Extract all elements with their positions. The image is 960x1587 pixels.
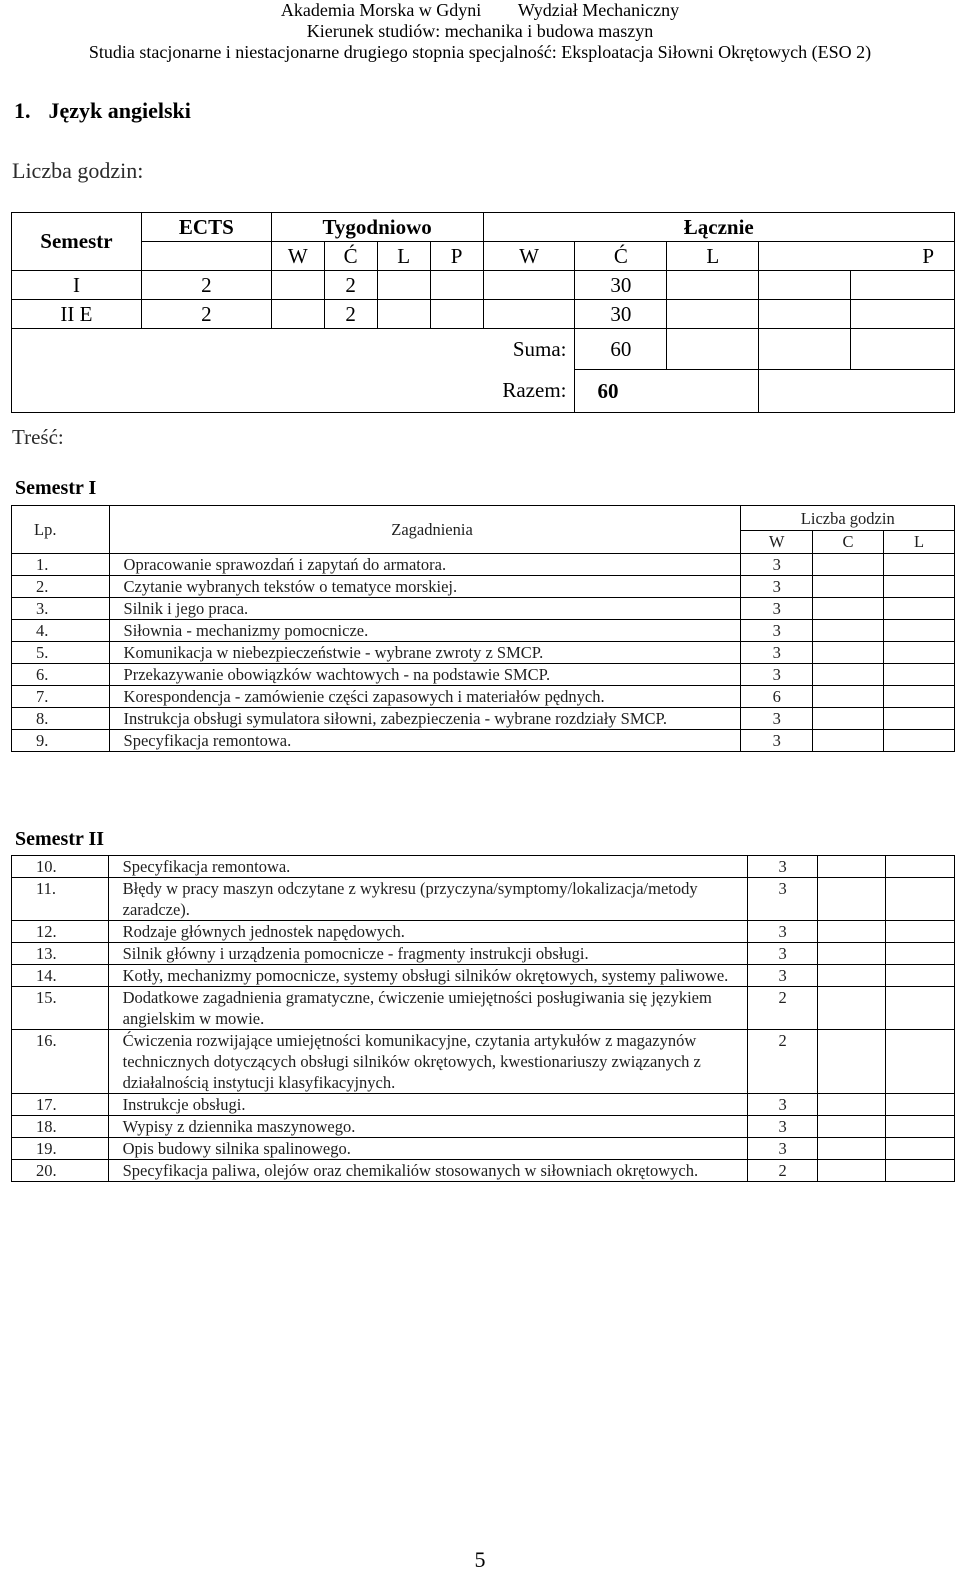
razem-row [12, 370, 955, 413]
topic-hours-c [817, 1030, 886, 1094]
topic-text: Komunikacja w niebezpieczeństwie - wybrane zwroty z SMCP. [109, 642, 741, 664]
topic-text: Przekazywanie obowiązków wachtowych - na podstawie SMCP. [109, 664, 741, 686]
semestr-header: Semestr [12, 213, 142, 271]
semester-1-title: Semestr I [15, 477, 97, 499]
lp-header: Lp. [12, 506, 110, 554]
topic-hours-c [817, 921, 886, 943]
topic-hours-l [884, 576, 955, 598]
topic-text: Rodzaje głównych jednostek napędowych. [108, 921, 748, 943]
topic-hours-l [886, 965, 955, 987]
topic-number: 10. [12, 856, 109, 878]
liczba-godzin-header: Liczba godzin [741, 506, 955, 531]
topic-hours-w: 3 [741, 664, 812, 686]
topic-hours-w: 3 [748, 965, 817, 987]
razem-label: Razem: [483, 370, 575, 413]
topic-hours-c [812, 642, 883, 664]
topic-hours-w: 3 [748, 856, 817, 878]
topic-row [12, 921, 955, 943]
hours-label: Liczba godzin: [12, 158, 144, 183]
course-number: 1. [14, 98, 31, 123]
topic-hours-w: 3 [748, 943, 817, 965]
topic-hours-w: 3 [741, 730, 812, 752]
total-p-label: P [759, 242, 955, 271]
ects-header: ECTS [141, 213, 271, 242]
row-semester: II E [12, 300, 142, 329]
topic-hours-w: 3 [741, 598, 812, 620]
topic-text: Czytanie wybranych tekstów o tematyce morskiej. [109, 576, 741, 598]
semester-2-rows [12, 856, 955, 1182]
topic-text: Dodatkowe zagadnienia gramatyczne, ćwiczenie umiejętności posługiwania się językiem angielskim w mowie. [108, 987, 748, 1030]
row-semester: I [12, 271, 142, 300]
hours-header-row [12, 213, 955, 242]
weekly-c-label: Ć [324, 242, 377, 271]
topic-hours-l [886, 1116, 955, 1138]
content-label: Treść: [12, 425, 64, 449]
topic-hours-l [886, 856, 955, 878]
suma-label: Suma: [12, 329, 575, 370]
topic-number: 2. [12, 576, 110, 598]
topic-number: 14. [12, 965, 109, 987]
topic-hours-w: 2 [748, 987, 817, 1030]
topic-row [12, 1030, 955, 1094]
topics-header-row [12, 506, 955, 531]
topic-number: 15. [12, 987, 109, 1030]
hours-row-sem-1 [12, 271, 955, 300]
semester-2-title: Semestr II [15, 828, 105, 850]
topic-hours-l [884, 554, 955, 576]
topic-hours-w: 3 [748, 878, 817, 921]
topic-hours-l [886, 878, 955, 921]
topics-table-semester-2 [11, 855, 955, 1182]
topic-number: 12. [12, 921, 109, 943]
topic-number: 8. [12, 708, 110, 730]
topic-row [12, 664, 955, 686]
topic-row [12, 965, 955, 987]
topic-text: Specyfikacja remontowa. [109, 730, 741, 752]
topic-text: Ćwiczenia rozwijające umiejętności komunikacyjne, czytania artykułów z magazynów technicznych dotyczących obsługi silników okrętowych, kwestionariuszy związanych z działalnością instytucji klasyfikacyjnych. [108, 1030, 748, 1094]
topic-row [12, 686, 955, 708]
topic-text: Wypisy z dziennika maszynowego. [108, 1116, 748, 1138]
topic-number: 7. [12, 686, 110, 708]
topic-hours-c [812, 730, 883, 752]
total-w-label: W [483, 242, 575, 271]
topic-hours-w: 3 [748, 1138, 817, 1160]
topic-number: 16. [12, 1030, 109, 1094]
topic-hours-l [886, 1094, 955, 1116]
topic-row [12, 878, 955, 921]
topic-number: 4. [12, 620, 110, 642]
total-header: Łącznie [483, 213, 954, 242]
course-name: Język angielski [48, 98, 191, 123]
topic-hours-c [812, 664, 883, 686]
topic-number: 18. [12, 1116, 109, 1138]
topic-number: 9. [12, 730, 110, 752]
topic-hours-l [886, 1160, 955, 1182]
topic-row [12, 1094, 955, 1116]
topic-row [12, 1160, 955, 1182]
topic-hours-w: 3 [741, 576, 812, 598]
topic-hours-c [817, 965, 886, 987]
topic-text: Siłownia - mechanizmy pomocnicze. [109, 620, 741, 642]
topic-hours-l [884, 686, 955, 708]
topic-hours-c [817, 1116, 886, 1138]
header-line-1 [0, 0, 960, 21]
topic-hours-w: 3 [748, 1094, 817, 1116]
topic-hours-c [817, 1138, 886, 1160]
total-l-label: L [667, 242, 759, 271]
topic-row [12, 856, 955, 878]
topic-number: 20. [12, 1160, 109, 1182]
header-line-2: Kierunek studiów: mechanika i budowa maszyn [306, 21, 654, 41]
suma-row [12, 329, 955, 370]
topic-text: Specyfikacja remontowa. [108, 856, 748, 878]
topic-hours-c [817, 1160, 886, 1182]
topic-text: Kotły, mechanizmy pomocnicze, systemy obsługi silników okrętowych, systemy paliwowe. [108, 965, 748, 987]
topic-hours-w: 3 [741, 708, 812, 730]
topics-table-semester-1 [11, 505, 955, 752]
topic-hours-l [886, 1138, 955, 1160]
topic-number: 11. [12, 878, 109, 921]
hours-subheader-row [12, 242, 955, 271]
topic-row [12, 987, 955, 1030]
l-label: L [884, 531, 955, 554]
weekly-p-label: P [430, 242, 483, 271]
row-total-c: 30 [575, 271, 667, 300]
razem-value: 60 [575, 370, 759, 413]
suma-value: 60 [575, 329, 667, 370]
topic-row [12, 554, 955, 576]
row-weekly-c: 2 [324, 300, 377, 329]
topic-row [12, 943, 955, 965]
topic-hours-l [886, 943, 955, 965]
topic-text: Opracowanie sprawozdań i zapytań do armatora. [109, 554, 741, 576]
topic-row [12, 708, 955, 730]
topic-row [12, 576, 955, 598]
topic-row [12, 730, 955, 752]
topic-hours-l [884, 664, 955, 686]
topic-text: Błędy w pracy maszyn odczytane z wykresu (przyczyna/symptomy/lokalizacja/metody zaradcze). [108, 878, 748, 921]
topic-hours-c [812, 686, 883, 708]
topic-hours-c [812, 620, 883, 642]
page-number: 5 [474, 1547, 486, 1572]
topic-row [12, 642, 955, 664]
topic-hours-w: 3 [741, 554, 812, 576]
faculty-name: Wydział Mechaniczny [517, 0, 680, 20]
topic-number: 3. [12, 598, 110, 620]
weekly-w-label: W [271, 242, 324, 271]
topic-text: Instrukcje obsługi. [108, 1094, 748, 1116]
course-title [14, 98, 191, 124]
w-label: W [741, 531, 812, 554]
topic-text: Silnik i jego praca. [109, 598, 741, 620]
hours-table [11, 212, 955, 413]
topic-hours-c [812, 708, 883, 730]
document-header [0, 0, 960, 63]
topic-hours-w: 2 [748, 1160, 817, 1182]
topic-hours-c [817, 1094, 886, 1116]
topic-text: Specyfikacja paliwa, olejów oraz chemikaliów stosowanych w siłowniach okrętowych. [108, 1160, 748, 1182]
topic-number: 17. [12, 1094, 109, 1116]
topic-hours-c [817, 987, 886, 1030]
weekly-l-label: L [377, 242, 430, 271]
topic-number: 6. [12, 664, 110, 686]
topic-hours-l [884, 620, 955, 642]
topic-text: Korespondencja - zamówienie części zapasowych i materiałów pędnych. [109, 686, 741, 708]
topic-hours-w: 2 [748, 1030, 817, 1094]
topic-hours-l [886, 1030, 955, 1094]
topic-row [12, 620, 955, 642]
weekly-header: Tygodniowo [271, 213, 483, 242]
topic-hours-w: 3 [741, 642, 812, 664]
topic-hours-c [817, 878, 886, 921]
topic-text: Silnik główny i urządzenia pomocnicze - fragmenty instrukcji obsługi. [108, 943, 748, 965]
zagadnienia-header: Zagadnienia [109, 506, 741, 554]
topic-hours-w: 3 [748, 921, 817, 943]
row-weekly-c: 2 [324, 271, 377, 300]
topic-hours-l [884, 598, 955, 620]
topic-hours-w: 3 [741, 620, 812, 642]
topic-hours-c [817, 943, 886, 965]
topic-number: 5. [12, 642, 110, 664]
topic-hours-w: 6 [741, 686, 812, 708]
institution-name: Akademia Morska w Gdyni [280, 0, 482, 20]
header-line-3: Studia stacjonarne i niestacjonarne drugiego stopnia specjalność: Eksploatacja Siłowni Okrętowych (ESO 2) [88, 42, 872, 62]
c-label: C [812, 531, 883, 554]
topic-hours-c [817, 856, 886, 878]
topic-hours-l [886, 921, 955, 943]
topic-hours-w: 3 [748, 1116, 817, 1138]
row-ects: 2 [141, 300, 271, 329]
ects-sub-empty [141, 242, 271, 271]
total-c-label: Ć [575, 242, 667, 271]
row-ects: 2 [141, 271, 271, 300]
topic-hours-c [812, 576, 883, 598]
hours-row-sem-2 [12, 300, 955, 329]
topic-hours-l [884, 708, 955, 730]
topic-hours-l [884, 730, 955, 752]
topic-number: 19. [12, 1138, 109, 1160]
topic-hours-c [812, 598, 883, 620]
topic-hours-c [812, 554, 883, 576]
topic-row [12, 598, 955, 620]
topic-text: Instrukcja obsługi symulatora siłowni, zabezpieczenia - wybrane rozdziały SMCP. [109, 708, 741, 730]
topic-row [12, 1116, 955, 1138]
topic-hours-l [884, 642, 955, 664]
topic-number: 1. [12, 554, 110, 576]
topic-hours-l [886, 987, 955, 1030]
semester-1-rows [12, 554, 955, 752]
topic-number: 13. [12, 943, 109, 965]
row-total-c: 30 [575, 300, 667, 329]
topic-text: Opis budowy silnika spalinowego. [108, 1138, 748, 1160]
topic-row [12, 1138, 955, 1160]
